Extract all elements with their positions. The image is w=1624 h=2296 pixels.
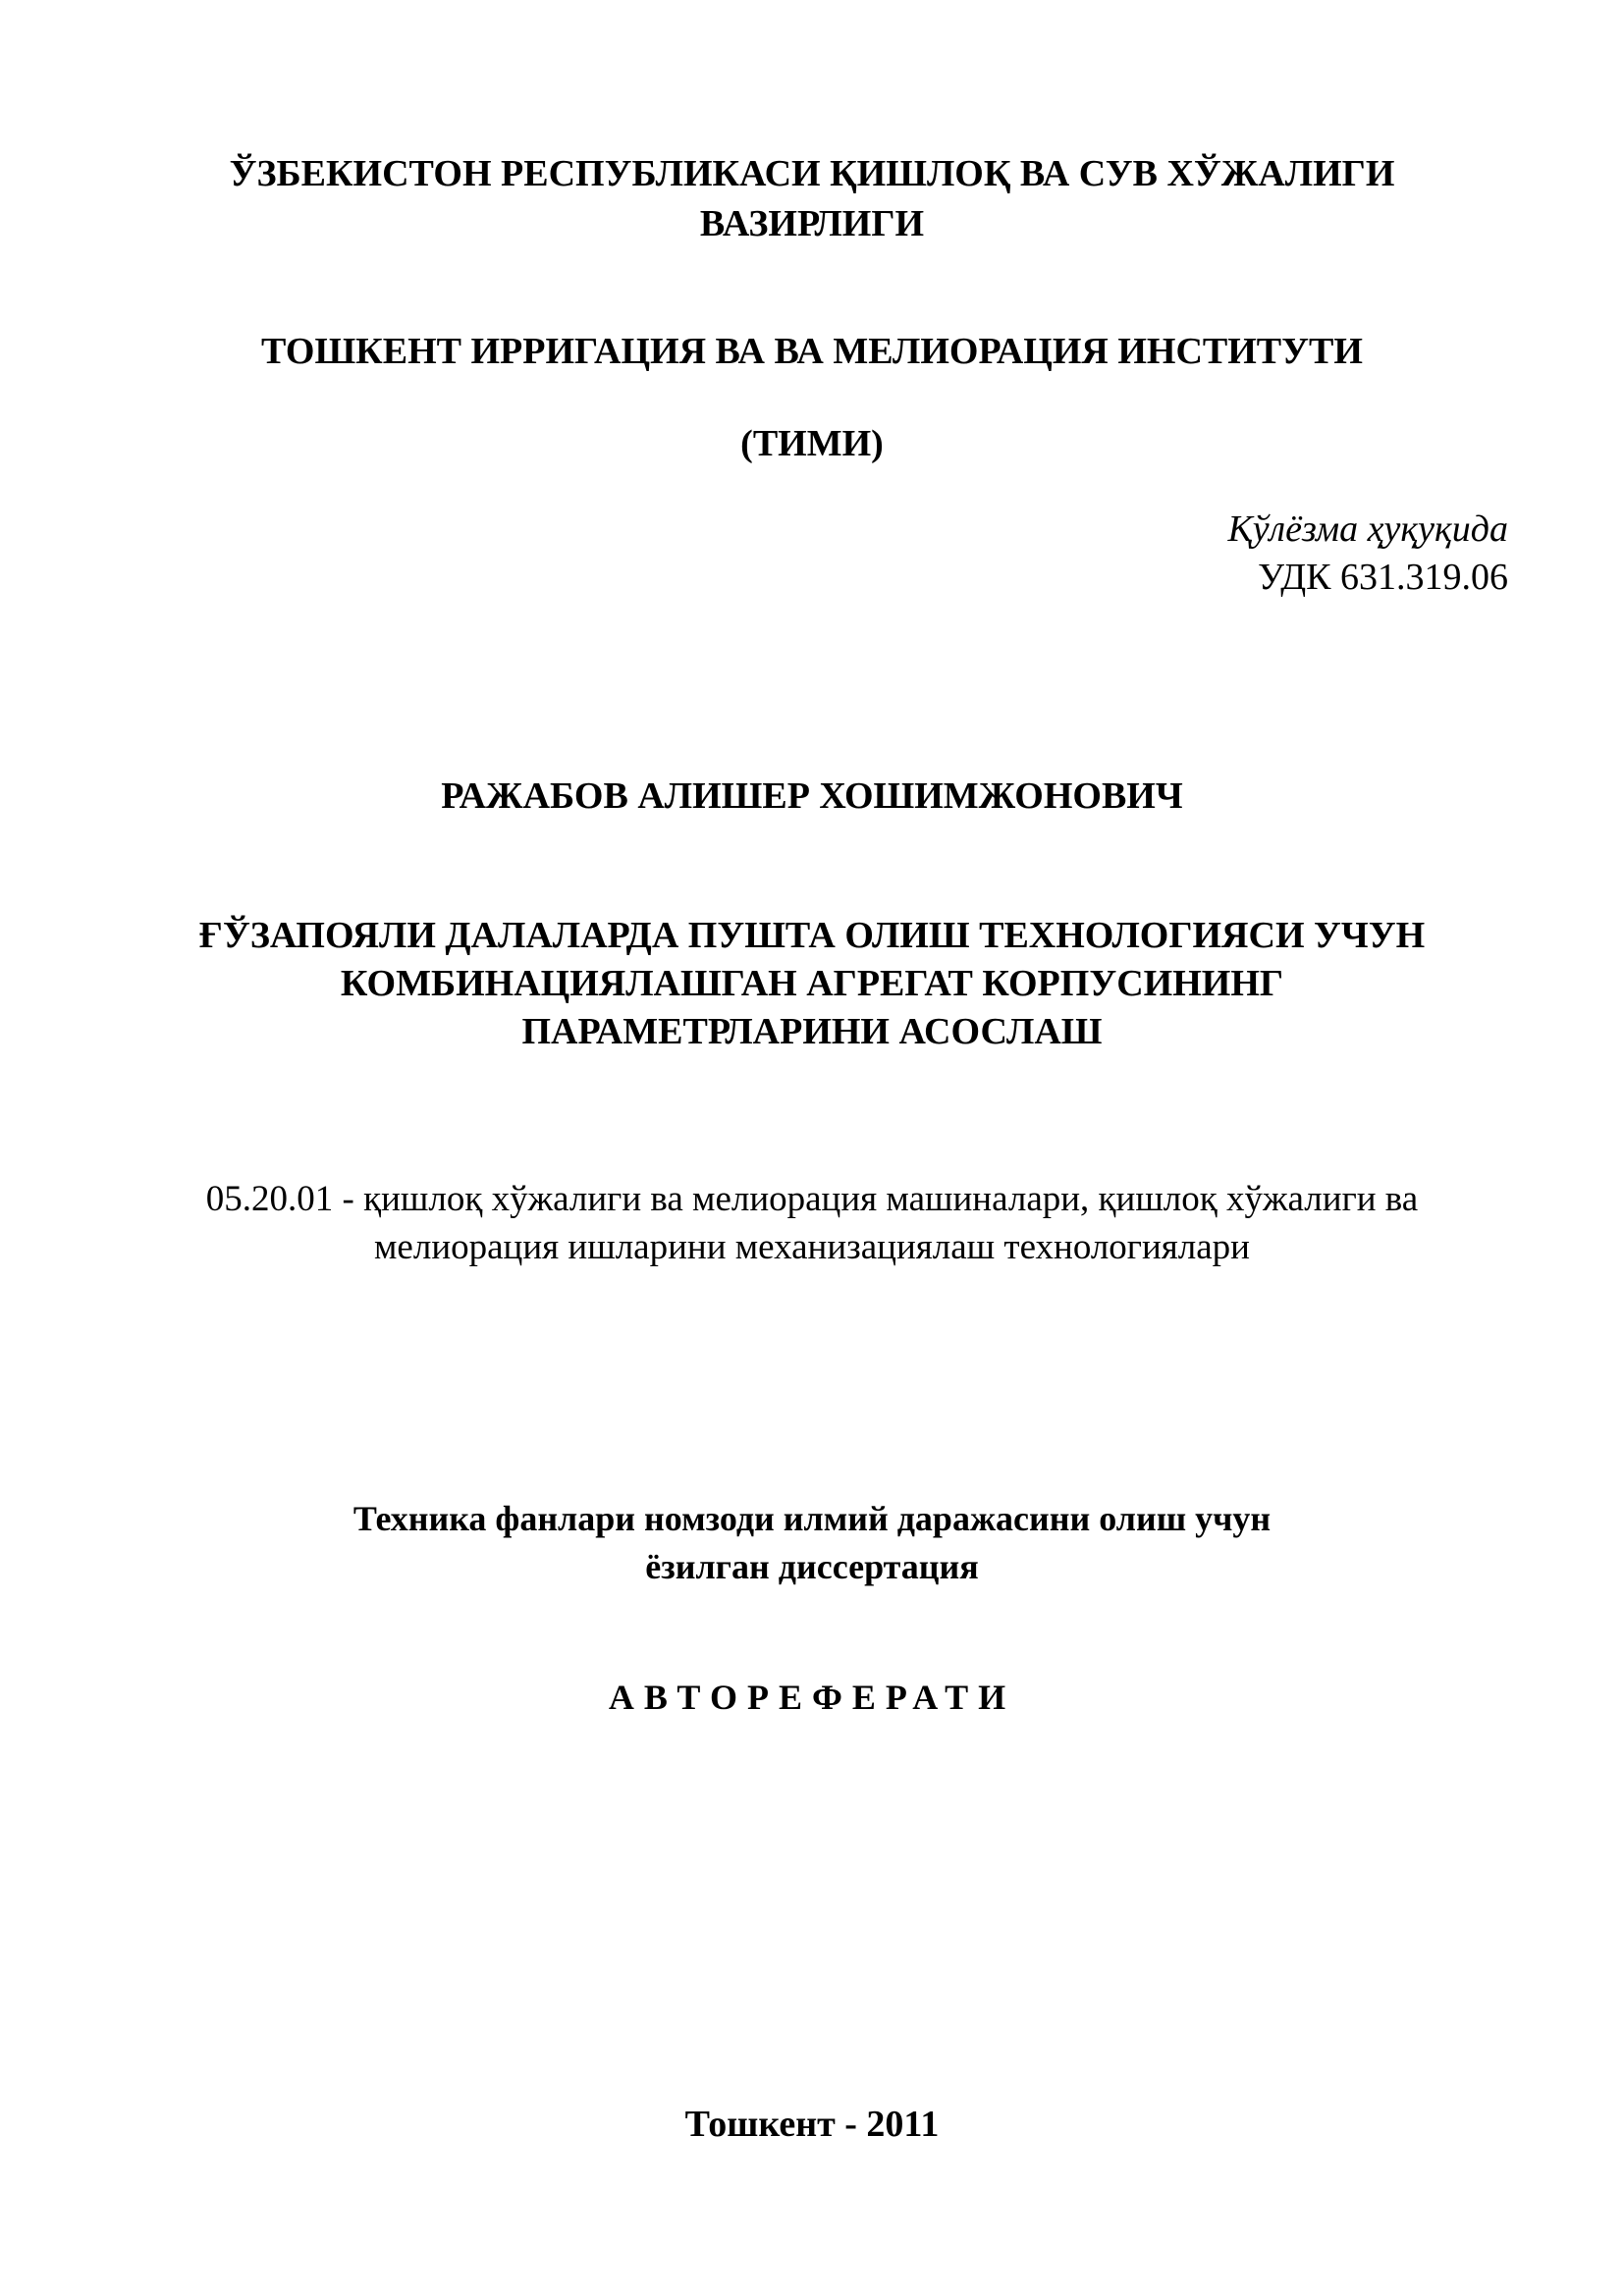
institute-name-text: ТОШКЕНТ ИРРИГАЦИЯ ВА ВА МЕЛИОРАЦИЯ ИНСТИТУТИ <box>261 331 1363 372</box>
institute-abbreviation <box>0 419 1624 469</box>
ministry-line-2: ВАЗИРЛИГИ <box>699 203 925 244</box>
degree-line-1: Техника фанлари номзоди илмий даражасини олиш учун <box>352 1499 1272 1538</box>
place-and-year-text: Тошкент - 2011 <box>684 2104 940 2145</box>
institute-name <box>0 327 1624 377</box>
specialty-line-2: мелиорация ишларини механизациялаш технологиялари <box>374 1227 1250 1267</box>
manuscript-note: Қўлёзма ҳуқуқида <box>1227 508 1508 550</box>
document-type <box>0 1674 1624 1722</box>
udc-code: УДК 631.319.06 <box>1258 557 1508 598</box>
author-name-text: РАЖАБОВ АЛИШЕР ХОШИМЖОНОВИЧ <box>441 775 1183 817</box>
institute-abbreviation-text: (ТИМИ) <box>740 423 884 464</box>
degree-statement <box>0 1495 1624 1591</box>
manuscript-rights <box>1227 506 1508 602</box>
ministry-line-1: ЎЗБЕКИСТОН РЕСПУБЛИКАСИ ҚИШЛОҚ ВА СУВ ХЎЖАЛИГИ <box>229 153 1395 194</box>
degree-line-2: ёзилган диссертация <box>645 1547 979 1586</box>
title-line-2: КОМБИНАЦИЯЛАШГАН АГРЕГАТ КОРПУСИНИНГ <box>340 963 1284 1004</box>
author-name <box>0 772 1624 822</box>
title-line-3: ПАРАМЕТРЛАРИНИ АСОСЛАШ <box>521 1011 1103 1052</box>
title-line-1: ҒЎЗАПОЯЛИ ДАЛАЛАРДА ПУШТА ОЛИШ ТЕХНОЛОГИЯСИ УЧУН <box>198 915 1426 956</box>
document-type-text: АВТОРЕФЕРАТИ <box>608 1678 1016 1717</box>
specialty-code <box>0 1175 1624 1271</box>
specialty-line-1: 05.20.01 - қишлоқ хўжалиги ва мелиорация машиналари, қишлоқ хўжалиги ва <box>205 1179 1419 1219</box>
dissertation-title <box>0 912 1624 1056</box>
ministry-heading <box>0 149 1624 249</box>
place-and-year <box>0 2100 1624 2150</box>
